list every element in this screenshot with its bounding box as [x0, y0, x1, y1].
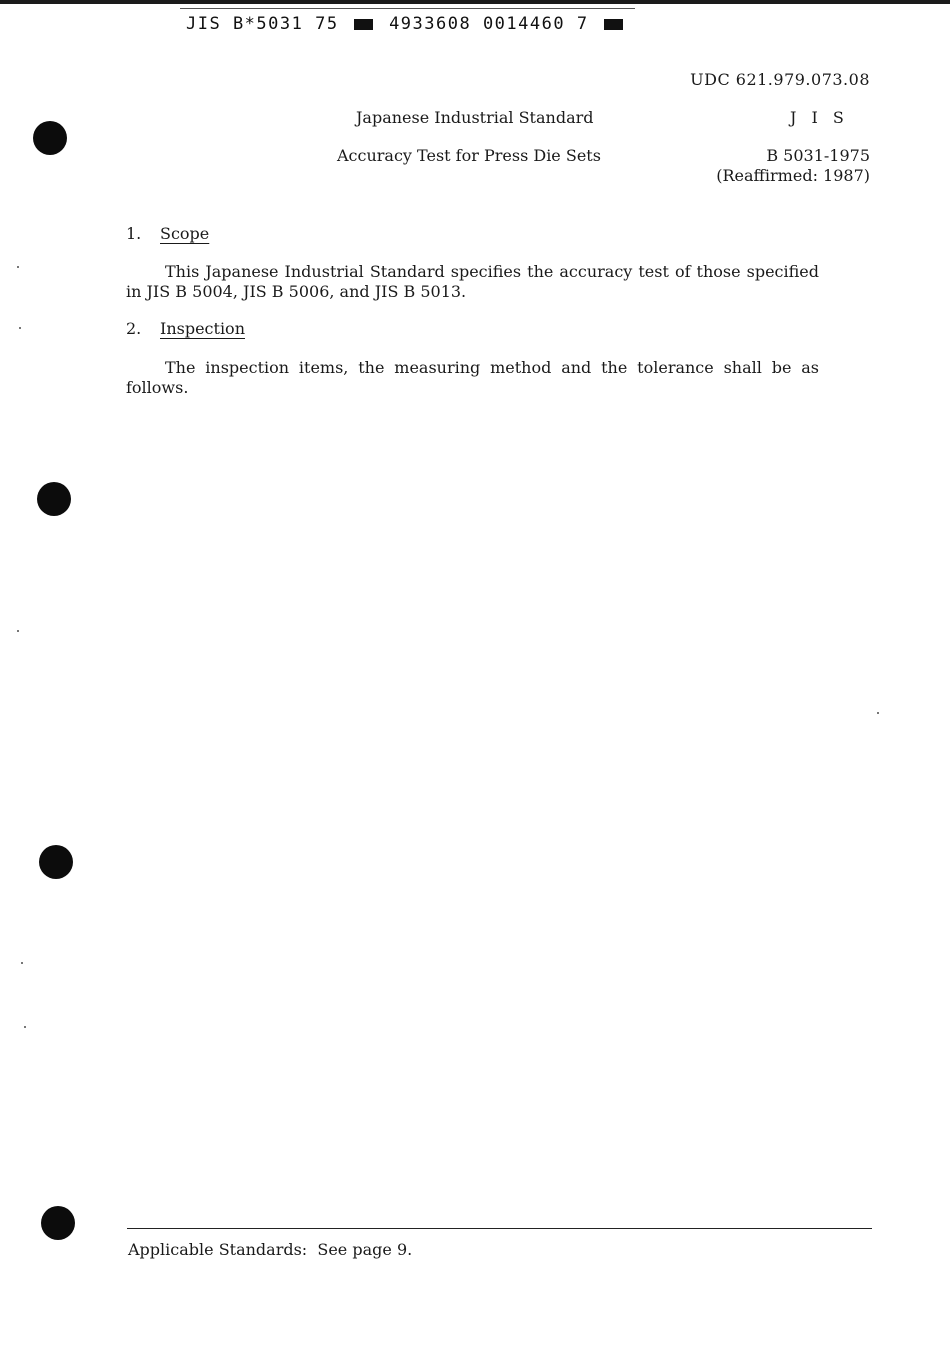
scan-block-mark [354, 19, 373, 30]
binder-hole [33, 121, 67, 155]
scan-code-line [186, 14, 627, 34]
section-number: 2. [126, 319, 142, 338]
scan-top-border [0, 0, 950, 4]
scan-speck [19, 327, 21, 329]
section-heading [160, 224, 209, 243]
binder-hole [41, 1206, 75, 1240]
scan-speck [24, 1026, 26, 1028]
standard-title: Japanese Industrial Standard [356, 108, 594, 127]
section-number: 1. [126, 224, 142, 243]
scan-speck [17, 266, 19, 268]
scan-speck [21, 962, 23, 964]
scan-block-mark [604, 19, 623, 30]
document-number-block [716, 146, 870, 186]
section-heading-text: Inspection [160, 319, 245, 338]
section-heading [160, 319, 245, 338]
section-paragraph [126, 358, 819, 398]
footer-note [128, 1240, 412, 1259]
footer-label: Applicable Standards: [128, 1240, 308, 1259]
section-paragraph-text: This Japanese Industrial Standard specifies the accuracy test of those specified in JIS B 5004, JIS B 5006, and JIS B 5013. [126, 262, 819, 301]
binder-hole [37, 482, 71, 516]
scan-code-part-1: JIS B*5031 75 [186, 14, 339, 34]
section-heading-text: Scope [160, 224, 210, 243]
scan-header-rule [180, 8, 635, 9]
binder-hole [39, 845, 73, 879]
footer-rule [127, 1228, 872, 1229]
section-paragraph [126, 262, 819, 302]
document-title: Accuracy Test for Press Die Sets [337, 146, 601, 165]
scan-code-part-2: 4933608 0014460 7 [389, 14, 589, 34]
scan-speck [17, 630, 19, 632]
footer-value: See page 9. [317, 1240, 413, 1259]
jis-mark: J I S [790, 108, 849, 127]
scan-speck [877, 712, 879, 714]
reaffirmed-note: (Reaffirmed: 1987) [716, 166, 870, 185]
document-number: B 5031-1975 [766, 146, 870, 165]
udc-number: UDC 621.979.073.08 [690, 70, 870, 89]
section-paragraph-text: The inspection items, the measuring method and the tolerance shall be as follows. [126, 358, 819, 397]
